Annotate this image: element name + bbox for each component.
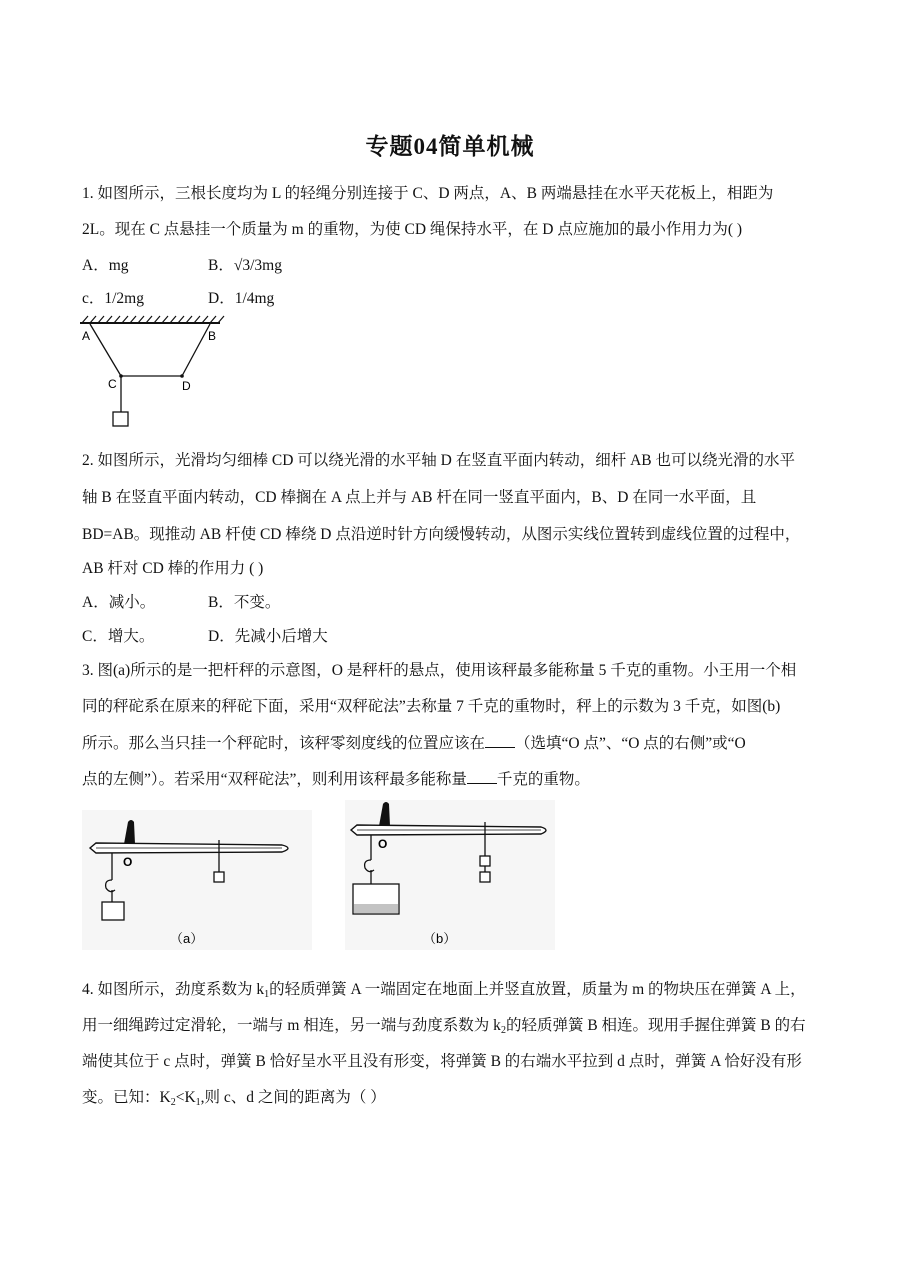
rope-ac [90,324,121,376]
q3-figure-a [82,810,312,950]
q4-text-line-3: 端使其位于 c 点时，弹簧 B 恰好呈水平且没有形变，将弹簧 B 的右端水平拉到 d 点时，弹簧 A 恰好没有形 [82,1053,802,1070]
q4-line4-a: 变。已知：K [82,1089,171,1106]
answer-blank-2[interactable] [467,769,497,784]
q1-text-line-2: 2L。现在 C 点悬挂一个质量为 m 的重物，为使 CD 绳保持水平，在 D 点应施加的最小作用力为( ) [82,221,743,238]
load-weight [102,902,124,920]
q2-text-line-3: BD=AB。现推动 AB 杆使 CD 棒绕 D 点沿逆时针方向缓慢转动，从图示实线位置转到虚线位置的过程中， [82,526,801,543]
rope-db [182,324,210,376]
counterweight-1 [480,856,490,866]
label-d: D [182,379,191,393]
q2-option-d[interactable]: D．先减小后增大 [208,628,328,645]
q3-line3-end: （选填“O 点”、“O 点的右侧”或“O [515,735,746,752]
q3-text-line-3 [82,733,746,754]
q4-line2-end: 的轻质弹簧 B 相连。现用手握住弹簧 B 的右 [505,1017,806,1034]
q4-text-line-4 [82,1088,386,1113]
label-b: B [208,329,217,343]
q3-text-line-1: 3. 图(a)所示的是一把杆秤的示意图，O 是秤杆的悬点，使用该秤最多能称量 5 千克的重物。小王用一个相 [82,662,797,679]
q2-text-line-1: 2. 如图所示，光滑均匀细棒 CD 可以绕光滑的水平轴 D 在竖直平面内转动，细杆 AB 也可以绕光滑的水平 [82,452,796,469]
page-title: 专题04简单机械 [365,134,535,159]
q3-line4-end: 千克的重物。 [496,771,590,788]
q4-line4-b: <K [175,1089,196,1106]
q1-option-b[interactable]: B．√3/3mg [208,257,282,274]
q4-text-line-1 [82,980,806,1005]
k1-subscript: 1 [264,989,270,1000]
q3-text-line-2: 同的秤砣系在原来的秤砣下面，采用“双秤砣法”去称量 7 千克的重物时，秤上的示数为 3 千克，如图(b) [82,698,781,715]
q3-figure-b [345,800,555,950]
ceiling-hatch [80,316,224,323]
q3-text-line-4 [82,769,590,790]
label-a: A [82,329,91,343]
q4-line2-start: 用一细绳跨过定滑轮，一端与 m 相连，另一端与劲度系数为 k [82,1017,501,1034]
counterweight-2 [480,872,490,882]
k2-cap-subscript: 2 [170,1097,176,1108]
q2-option-c[interactable]: C．增大。 [82,628,155,645]
caption-a: （a） [170,931,204,946]
hanging-weight [113,412,128,426]
q2-text-line-4: AB 杆对 CD 棒的作用力 ( ) [82,560,264,577]
k2-subscript: 2 [500,1025,506,1036]
q1-option-d[interactable]: D．1/4mg [208,290,275,307]
q4-line1-end: 的轻质弹簧 A 一端固定在地面上并竖直放置，质量为 m 的物块压在弹簧 A 上， [269,981,806,998]
q1-text-line-1: 1. 如图所示，三根长度均为 L 的轻绳分别连接于 C、D 两点，A、B 两端悬挂在水平天花板上，相距为 [82,185,774,202]
q2-option-a[interactable]: A．减小。 [82,594,156,611]
k1-cap-subscript: 1 [195,1097,201,1108]
q3-line4-start: 点的左侧”）。若采用“双秤砣法”，则利用该秤最多能称量 [82,771,467,788]
q4-line1-start: 4. 如图所示，劲度系数为 k [82,981,265,998]
answer-blank-1[interactable] [485,733,515,748]
q3-line3-start: 所示。那么当只挂一个秤砣时，该秤零刻度线的位置应该在 [82,735,486,752]
q4-line4-c: ,则 c、d 之间的距离为（ ） [200,1089,386,1106]
q4-text-line-2 [82,1016,806,1041]
q1-figure [78,314,228,432]
counterweight [214,872,224,882]
q1-option-a[interactable]: A．mg [82,257,129,274]
q2-option-b[interactable]: B．不变。 [208,594,281,611]
label-c: C [108,377,117,391]
q1-option-c[interactable]: c．1/2mg [82,290,144,307]
caption-b: （b） [423,931,457,946]
q2-text-line-2: 轴 B 在竖直平面内转动，CD 棒搁在 A 点上并与 AB 杆在同一竖直平面内，B、D 在同一水平面，且 [82,489,757,506]
pivot-o-label-b: O [378,837,388,851]
pivot-o-label: O [123,855,133,869]
